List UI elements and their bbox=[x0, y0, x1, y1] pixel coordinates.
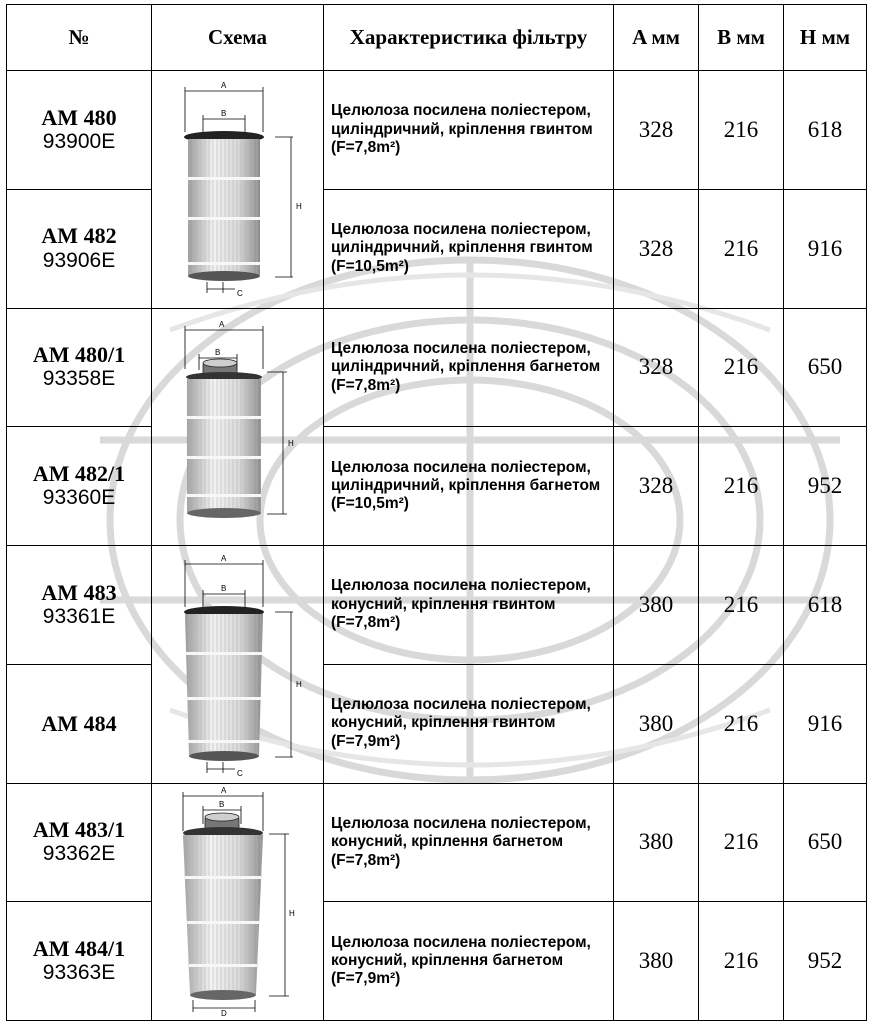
table-row bbox=[7, 71, 867, 190]
model-cell bbox=[7, 427, 152, 546]
model-name: AM 483/1 bbox=[32, 817, 126, 843]
dimension-h-label: H bbox=[287, 439, 294, 449]
dimension-h-value: 916 bbox=[784, 664, 867, 783]
dimension-h-value: 916 bbox=[784, 189, 867, 308]
table-row bbox=[7, 664, 867, 783]
description-cell: Целюлоза посилена поліестером, циліндричний, кріплення гвинтом (F=10,5m²) bbox=[324, 189, 614, 308]
model-cell bbox=[7, 189, 152, 308]
dimension-h-value: 650 bbox=[784, 783, 867, 902]
header-h-mm: H мм bbox=[784, 5, 867, 71]
dimension-a-label: A bbox=[220, 553, 226, 563]
dimension-h-label: H bbox=[288, 908, 295, 918]
dimension-b-value: 216 bbox=[699, 902, 784, 1021]
dimension-b-value: 216 bbox=[699, 71, 784, 190]
table-row bbox=[7, 902, 867, 1021]
filter-diagram-conical-bayonet bbox=[163, 786, 313, 1018]
model-cell bbox=[7, 546, 152, 665]
dimension-b-value: 216 bbox=[699, 783, 784, 902]
table-row bbox=[7, 546, 867, 665]
description-cell: Целюлоза посилена поліестером, конусний, кріплення багнетом (F=7,8m²) bbox=[324, 783, 614, 902]
dimension-a-value: 328 bbox=[614, 308, 699, 427]
dimension-h-value: 952 bbox=[784, 427, 867, 546]
article-number: 93358E bbox=[42, 367, 116, 391]
model-cell bbox=[7, 71, 152, 190]
filter-diagram-cylindrical-screw bbox=[163, 77, 313, 302]
dimension-h-value: 650 bbox=[784, 308, 867, 427]
header-scheme: Схема bbox=[152, 5, 324, 71]
description-cell: Целюлоза посилена поліестером, конусний, кріплення гвинтом (F=7,9m²) bbox=[324, 664, 614, 783]
header-row bbox=[7, 5, 867, 71]
dimension-h-value: 618 bbox=[784, 546, 867, 665]
table-row bbox=[7, 427, 867, 546]
model-name: AM 480 bbox=[41, 104, 117, 130]
header-characteristic: Характеристика фільтру bbox=[324, 5, 614, 71]
dimension-a-value: 328 bbox=[614, 427, 699, 546]
model-name: AM 484 bbox=[41, 710, 117, 736]
article-number: 93900E bbox=[42, 129, 116, 153]
dimension-a-value: 380 bbox=[614, 902, 699, 1021]
dimension-b-value: 216 bbox=[699, 546, 784, 665]
dimension-b-value: 216 bbox=[699, 664, 784, 783]
dimension-a-label: A bbox=[220, 785, 226, 795]
article-number: 93363E bbox=[42, 961, 116, 985]
model-cell bbox=[7, 308, 152, 427]
dimension-c-label: C bbox=[236, 768, 243, 777]
dimension-b-value: 216 bbox=[699, 427, 784, 546]
header-number: № bbox=[7, 5, 152, 71]
article-number: 93361E bbox=[42, 604, 116, 628]
dimension-a-label: A bbox=[218, 320, 224, 330]
dimension-d-label: D bbox=[220, 1008, 227, 1018]
description-cell: Целюлоза посилена поліестером, циліндричний, кріплення багнетом (F=10,5m²) bbox=[324, 427, 614, 546]
dimension-b-label: B bbox=[218, 799, 224, 809]
dimension-h-value: 952 bbox=[784, 902, 867, 1021]
dimension-a-value: 380 bbox=[614, 664, 699, 783]
table-row bbox=[7, 783, 867, 902]
table-row bbox=[7, 308, 867, 427]
dimension-b-value: 216 bbox=[699, 308, 784, 427]
dimension-c-label: C bbox=[236, 288, 243, 298]
filter-diagram-cylindrical-bayonet bbox=[163, 314, 313, 539]
dimension-h-label: H bbox=[295, 679, 302, 689]
filter-diagram-conical-screw bbox=[163, 552, 313, 777]
model-name: AM 482/1 bbox=[32, 460, 126, 486]
dimension-b-label: B bbox=[214, 348, 220, 358]
dimension-a-value: 380 bbox=[614, 546, 699, 665]
scheme-cell bbox=[152, 783, 324, 1021]
filter-spec-table bbox=[6, 4, 867, 1021]
header-b-mm: B мм bbox=[699, 5, 784, 71]
dimension-h-value: 618 bbox=[784, 71, 867, 190]
dimension-a-value: 328 bbox=[614, 189, 699, 308]
description-cell: Целюлоза посилена поліестером, циліндричний, кріплення багнетом (F=7,8m²) bbox=[324, 308, 614, 427]
dimension-a-value: 380 bbox=[614, 783, 699, 902]
dimension-b-label: B bbox=[220, 583, 226, 593]
article-number: 93362E bbox=[42, 842, 116, 866]
model-name: AM 482 bbox=[41, 223, 117, 249]
description-cell: Целюлоза посилена поліестером, конусний, кріплення гвинтом (F=7,8m²) bbox=[324, 546, 614, 665]
dimension-b-label: B bbox=[220, 108, 226, 118]
scheme-cell bbox=[152, 308, 324, 546]
model-name: AM 484/1 bbox=[32, 935, 126, 961]
description-cell: Целюлоза посилена поліестером, циліндричний, кріплення гвинтом (F=7,8m²) bbox=[324, 71, 614, 190]
model-cell bbox=[7, 664, 152, 783]
dimension-a-label: A bbox=[220, 80, 226, 90]
description-cell: Целюлоза посилена поліестером, конусний, кріплення багнетом (F=7,9m²) bbox=[324, 902, 614, 1021]
model-name: AM 483 bbox=[41, 579, 117, 605]
scheme-cell bbox=[152, 546, 324, 784]
model-cell bbox=[7, 783, 152, 902]
table-row bbox=[7, 189, 867, 308]
article-number: 93906E bbox=[42, 248, 116, 272]
model-cell bbox=[7, 902, 152, 1021]
dimension-a-value: 328 bbox=[614, 71, 699, 190]
scheme-cell bbox=[152, 71, 324, 309]
dimension-h-label: H bbox=[295, 201, 302, 211]
header-a-mm: A мм bbox=[614, 5, 699, 71]
model-name: AM 480/1 bbox=[32, 342, 126, 368]
dimension-b-value: 216 bbox=[699, 189, 784, 308]
article-number: 93360E bbox=[42, 486, 116, 510]
